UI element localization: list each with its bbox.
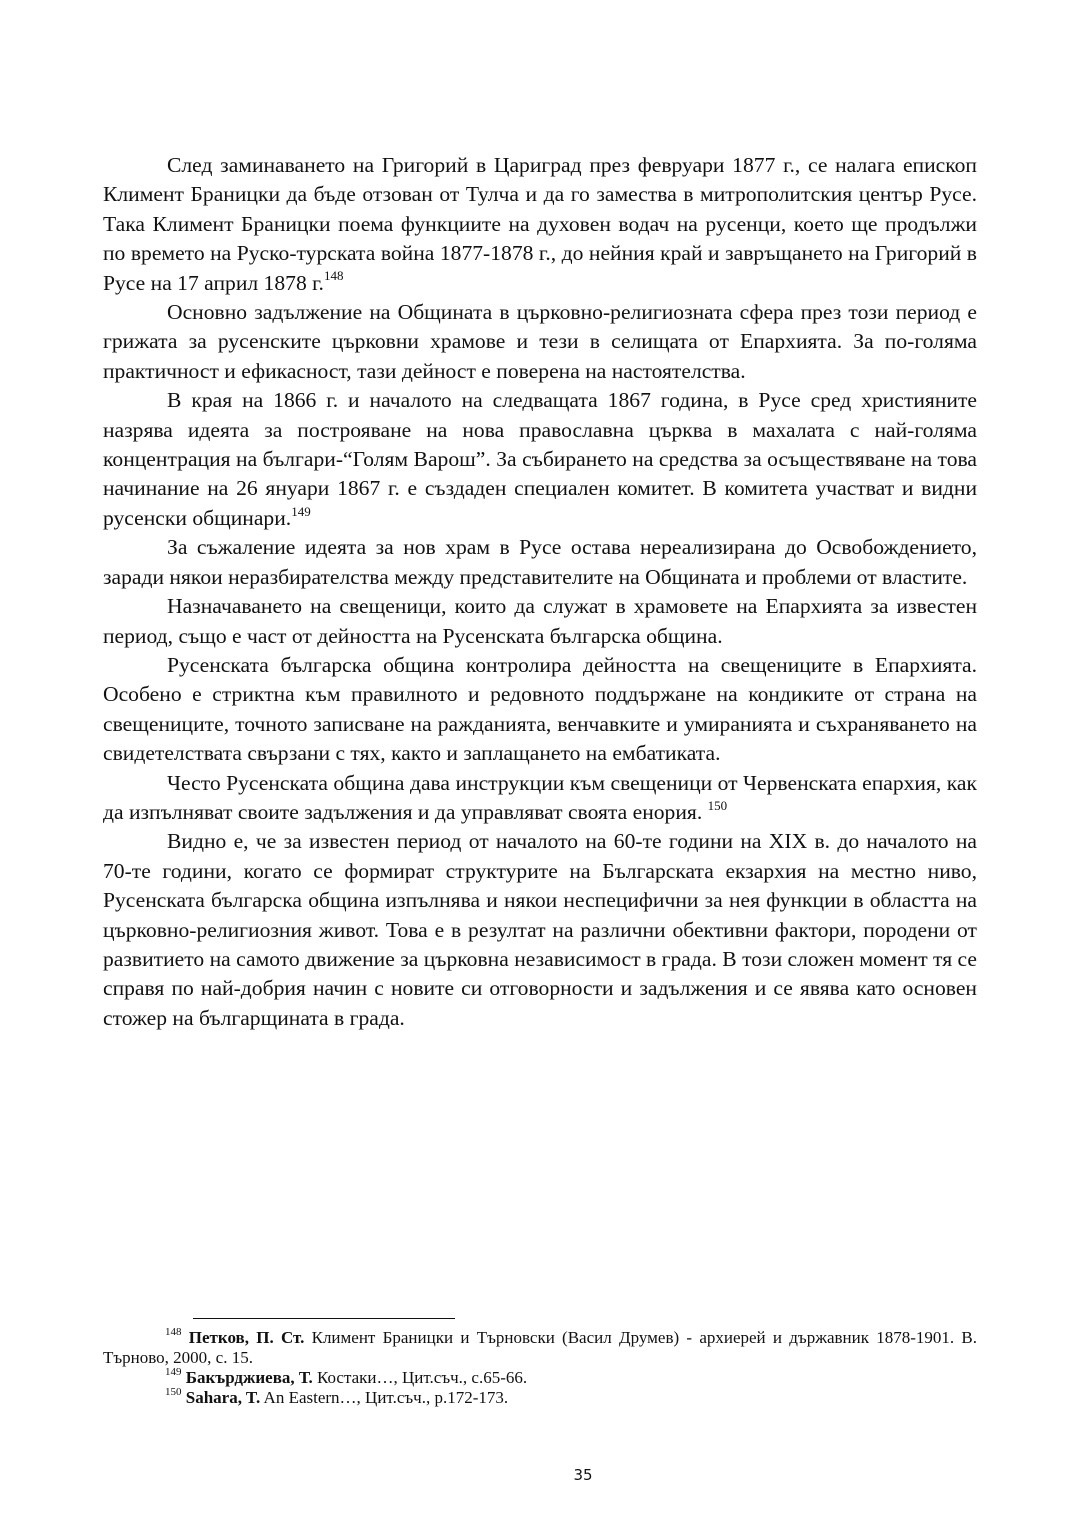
paragraph-text: За съжаление идеята за нов храм в Русе остава нереализирана до Освобождението, заради някои неразбирателства между представителите на Общината и проблеми от властите.	[103, 535, 977, 589]
paragraph-text: Основно задължение на Общината в църковно-религиозната сфера през този период е грижата за русенските църковни храмове и тези в селищата от Епархията. За по-голяма практичност и ефикасност, тази дейност е поверена на настоятелства.	[103, 300, 977, 383]
paragraph-text: След заминаването на Григорий в Цариград през февруари 1877 г., се налага епископ Климент Браницки да бъде отзован от Тулча и да го замества в митрополитския център Русе. Така Климент Браницки поема функциите на духовен водач на русенци, което ще продължи по времето на Руско-турската война 1877-1878 г., до нейния край и завръщането на Григорий в Русе на 17 април 1878 г.	[103, 153, 977, 295]
paragraph	[103, 769, 977, 828]
footnote-ref[interactable]: 148	[323, 268, 344, 284]
paragraph	[103, 651, 977, 769]
paragraph	[103, 533, 977, 592]
footnote-text: Климент Браницки и Търновски (Васил Друмев) - архиерей и държавник 1878-1901. В. Търново, 2000, с. 15.	[103, 1328, 978, 1367]
page-number: 35	[573, 1466, 593, 1484]
paragraph-text: Често Русенската община дава инструкции към свещеници от Червенската епархия, как да изпълняват своите задължения и да управляват своята енория.	[103, 770, 977, 824]
footnote-ref[interactable]: 150	[707, 797, 728, 813]
footnote-number: 149	[165, 1366, 182, 1379]
footnote-ref[interactable]: 149	[291, 503, 311, 519]
footnotes	[103, 1328, 977, 1408]
footnote-text: Костаки…, Цит.съч., с.65-66.	[312, 1368, 528, 1387]
footnote	[103, 1368, 977, 1388]
paragraph	[103, 386, 977, 533]
footnote-separator	[193, 1318, 455, 1319]
paragraph-text: В края на 1866 г. и началото на следващата 1867 година, в Русе сред християните назрява идеята за построяване на нова православна църква в махалата с най-голяма концентрация на българи-“Голям Варош”. За събирането на средства за осъществяване на това начинание на 26 януари 1867 г. е създаден специален комитет. В комитета участват и видни русенски общинари.	[103, 388, 977, 530]
footnote-number: 148	[165, 1326, 182, 1339]
main-text	[103, 151, 977, 1033]
paragraph-text: Назначаването на свещеници, които да служат в храмовете на Епархията за известен период, също е част от дейността на Русенската българска община.	[103, 594, 977, 648]
footnote-text: An Eastern…, Цит.съч., p.172-173.	[260, 1388, 509, 1407]
footnote	[103, 1388, 977, 1408]
paragraph	[103, 298, 977, 386]
footnote-author: Бакърджиева, Т.	[185, 1368, 313, 1387]
paragraph-text: Видно е, че за известен период от началото на 60-те години на XIX в. до началото на 70-те години, когато се формират структурите на Българската екзархия на местно ниво, Русенската българска община изпълнява и някои неспецифични за нея функции в областта на църковно-религиозния живот. Това е в резултат на различни обективни фактори, породени от развитието на самото движение за църковна независимост в града. В този сложен момент тя се справя по най-добрия начин с новите си отговорности и задължения и се явява като основен стожер на българщината в града.	[103, 829, 977, 1030]
footnote-author: Петков, П. Ст.	[188, 1328, 305, 1347]
footnote-author: Sahara, T.	[185, 1388, 261, 1407]
paragraph-text: Русенската българска община контролира дейността на свещениците в Епархията. Особено е стриктна към правилното и редовното поддържане на кондиките от страна на свещениците, точното записване на ражданията, венчавките и умиранията и съхраняването на свидетелствата свързани с тях, както и заплащането на ембатиката.	[103, 652, 977, 766]
paragraph	[103, 151, 977, 298]
paragraph	[103, 827, 977, 1033]
footnote-number: 150	[165, 1386, 182, 1399]
footnote	[103, 1328, 977, 1368]
paragraph	[103, 592, 977, 651]
